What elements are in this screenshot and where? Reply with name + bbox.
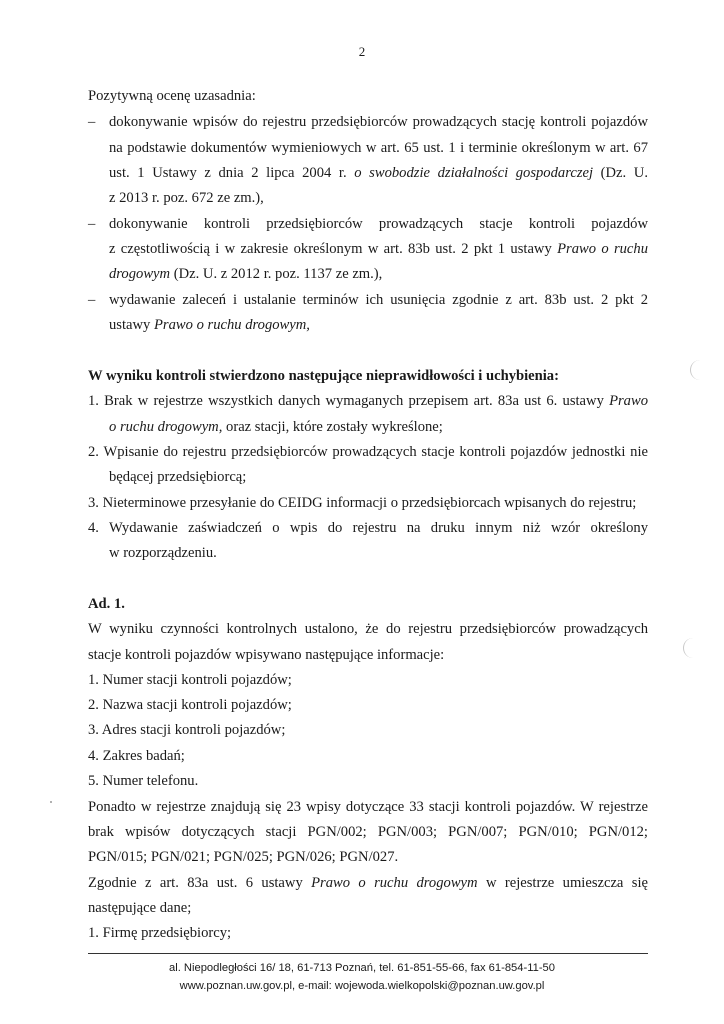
intro-item-2-line-2: z częstotliwością i w zakresie określonym w art. 83b ust. 2 pkt 1 ustawy Prawo o ruchu: [109, 241, 649, 257]
intro-item-1-line-2: na podstawie dokumentów wymieniowych w art. 65 ust. 1 i terminie określonym w art. 67: [109, 140, 648, 156]
ad1-paragraph-3-line-1: Zgodnie z art. 83a ust. 6 ustawy Prawo o ruchu drogowym w rejestrze umieszcza się: [88, 875, 648, 891]
dash-bullet: –: [88, 216, 96, 232]
footer-divider: [88, 953, 648, 954]
finding-1-line-2: o ruchu drogowym, oraz stacji, które zostały wykreślone;: [109, 419, 443, 435]
intro-item-1-line-4: z 2013 r. poz. 672 ze zm.),: [109, 190, 264, 206]
ad1-heading: Ad. 1.: [88, 596, 125, 612]
ad1-list-item: 2. Nazwa stacji kontroli pojazdów;: [88, 697, 292, 713]
finding-1-line-1: 1. Brak w rejestrze wszystkich danych wymaganych przepisem art. 83a ust 6. ustawy Prawo: [88, 393, 648, 409]
finding-4-line-1: 4. Wydawanie zaświadczeń o wpis do rejestru na druku innym niż wzór określony: [88, 520, 648, 536]
ad1-paragraph-1-line-2: stacje kontroli pojazdów wpisywano następujące informacje:: [88, 647, 445, 663]
finding-4-line-2: w rozporządzeniu.: [109, 545, 217, 561]
intro-item-1-line-3: ust. 1 Ustawy z dnia 2 lipca 2004 r. o swobodzie działalności gospodarczej (Dz. U.: [109, 165, 648, 181]
intro-item-3-line-1: wydawanie zaleceń i ustalanie terminów ich usunięcia zgodnie z art. 83b ust. 2 pkt 2: [109, 292, 648, 308]
intro-item-2-line-3: drogowym (Dz. U. z 2012 r. poz. 1137 ze zm.),: [109, 266, 383, 282]
ad1-paragraph-3-line-2: następujące dane;: [88, 900, 192, 916]
dash-bullet: –: [88, 292, 96, 308]
ad1-list-item: 3. Adres stacji kontroli pojazdów;: [88, 722, 286, 738]
ad1-paragraph-1-line-1: W wyniku czynności kontrolnych ustalono, że do rejestru przedsiębiorców prowadzących: [88, 621, 648, 637]
intro-item-1-line-1: dokonywanie wpisów do rejestru przedsiębiorców prowadzących stację kontroli pojazdów: [109, 114, 648, 130]
ad1-paragraph-3-line-3: 1. Firmę przedsiębiorcy;: [88, 925, 232, 941]
finding-2-line-1: 2. Wpisanie do rejestru przedsiębiorców prowadzących stacje kontroli pojazdów jednostki nie: [88, 444, 648, 460]
ad1-list-item: 1. Numer stacji kontroli pojazdów;: [88, 672, 292, 688]
finding-2-line-2: będącej przedsiębiorcą;: [109, 469, 247, 485]
scan-mark: [683, 638, 694, 658]
intro-item-3-line-2: ustawy Prawo o ruchu drogowym,: [109, 317, 310, 333]
findings-heading: W wyniku kontroli stwierdzono następujące nieprawidłowości i uchybienia:: [88, 368, 559, 384]
ad1-paragraph-2-line-2: brak wpisów dotyczących stacji PGN/002; PGN/003; PGN/007; PGN/010; PGN/012;: [88, 824, 648, 840]
ad1-list-item: 4. Zakres badań;: [88, 748, 185, 764]
ad1-paragraph-2-line-1: Ponadto w rejestrze znajdują się 23 wpisy dotyczące 33 stacji kontroli pojazdów. W rejestrze: [88, 799, 648, 815]
finding-3-line-1: 3. Nieterminowe przesyłanie do CEIDG informacji o przedsiębiorcach wpisanych do rejestru;: [88, 495, 637, 511]
ad1-paragraph-2-line-3: PGN/015; PGN/021; PGN/025; PGN/026; PGN/027.: [88, 849, 399, 865]
scan-mark: [690, 360, 701, 380]
ad1-list-item: 5. Numer telefonu.: [88, 773, 199, 789]
intro-item-2-line-1: dokonywanie kontroli przedsiębiorców prowadzących stacje kontroli pojazdów: [109, 216, 648, 232]
footer-contact: www.poznan.uw.gov.pl, e-mail: wojewoda.wielkopolski@poznan.uw.gov.pl: [179, 980, 545, 992]
scan-dot: [50, 801, 52, 803]
page-number: 2: [358, 44, 366, 59]
intro-heading: Pozytywną ocenę uzasadnia:: [88, 88, 256, 104]
dash-bullet: –: [88, 114, 96, 130]
footer-address: al. Niepodległości 16/ 18, 61-713 Poznań, tel. 61-851-55-66, fax 61-854-11-50: [168, 962, 556, 974]
